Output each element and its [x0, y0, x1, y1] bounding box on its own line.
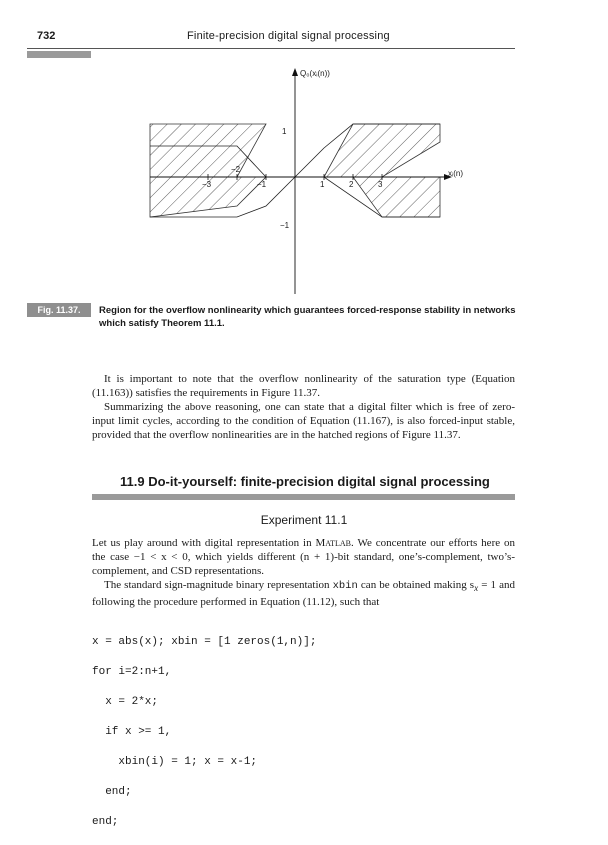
code-line: xbin(i) = 1; x = x-1; — [92, 756, 258, 768]
paragraph-3 — [92, 536, 515, 578]
figure-caption: Region for the overflow nonlinearity which guarantees forced-response stability in networks which satisfy Theorem 11.1. — [99, 305, 516, 329]
p4-text-a: The standard sign-magnitude binary representation — [104, 579, 333, 591]
xbin-variable: xbin — [332, 580, 358, 592]
page-number: 732 — [37, 30, 56, 42]
header-bar — [27, 51, 91, 58]
section-title: 11.9 Do-it-yourself: finite-precision digital signal processing — [120, 474, 490, 489]
code-line: if x >= 1, — [92, 726, 172, 738]
paragraph-1: It is important to note that the overflow nonlinearity of the saturation type (Equation (11.163)) satisfies the requirements in Figure 11.37. — [92, 373, 515, 399]
experiment-title: Experiment 11.1 — [260, 513, 348, 527]
paragraph-4 — [92, 578, 515, 609]
hatched-region-right-b — [353, 177, 440, 217]
code-block — [92, 620, 316, 845]
figure-badge: Fig. 11.37. — [27, 303, 91, 317]
y-axis-arrow — [292, 68, 298, 76]
paragraph-2: Summarizing the above reasoning, one can state that a digital filter which is free of zero-input limit cycles, according to the condition of Equation (11.167), is also forced-input stable, provided that the overflow nonlinearities are in the hatched regions of Figure 11.37. — [92, 401, 515, 441]
y-tick-label-neg1: −1 — [280, 221, 290, 230]
code-line: x = 2*x; — [92, 696, 159, 708]
x-tick-label-neg3: −3 — [202, 180, 212, 189]
code-line: for i=2:n+1, — [92, 666, 172, 678]
matlab-name: Matlab — [315, 537, 352, 549]
x-tick-label-1: 1 — [320, 180, 325, 189]
p3-text-b: . We concentrate our efforts here on the case −1 < x < 0, which yields different (n + 1)-bit standard, one’s-complement, two’s-complement, and CSD representations. — [92, 537, 515, 577]
hatched-region-right-a — [324, 124, 440, 177]
code-line: end; — [92, 816, 119, 828]
hatched-region-left — [150, 124, 266, 217]
header-rule — [27, 48, 515, 49]
x-tick-label-2: 2 — [349, 180, 354, 189]
x-tick-label-neg2: −2 — [231, 165, 241, 174]
x-tick-label-3: 3 — [378, 180, 383, 189]
y-tick-label-1: 1 — [282, 127, 287, 136]
p4-subscript: x — [474, 583, 479, 594]
p4-text-c: = 1 and following the procedure performed in Equation (11.12), such that — [92, 579, 515, 609]
x-tick-label-neg1: −1 — [257, 180, 267, 189]
y-axis-label: Q₀(xᵢ(n)) — [300, 69, 330, 78]
running-title: Finite-precision digital signal processing — [187, 30, 390, 42]
code-line: end; — [92, 786, 132, 798]
page-header — [27, 30, 515, 48]
p4-text-b: can be obtained making s — [357, 579, 475, 591]
code-line: x = abs(x); xbin = [1 zeros(1,n)]; — [92, 636, 317, 648]
figure-11-37 — [130, 62, 480, 302]
p3-text-a: Let us play around with digital representation in — [92, 537, 316, 549]
x-axis-label: xᵢ(n) — [448, 169, 464, 178]
section-bar — [92, 494, 515, 500]
